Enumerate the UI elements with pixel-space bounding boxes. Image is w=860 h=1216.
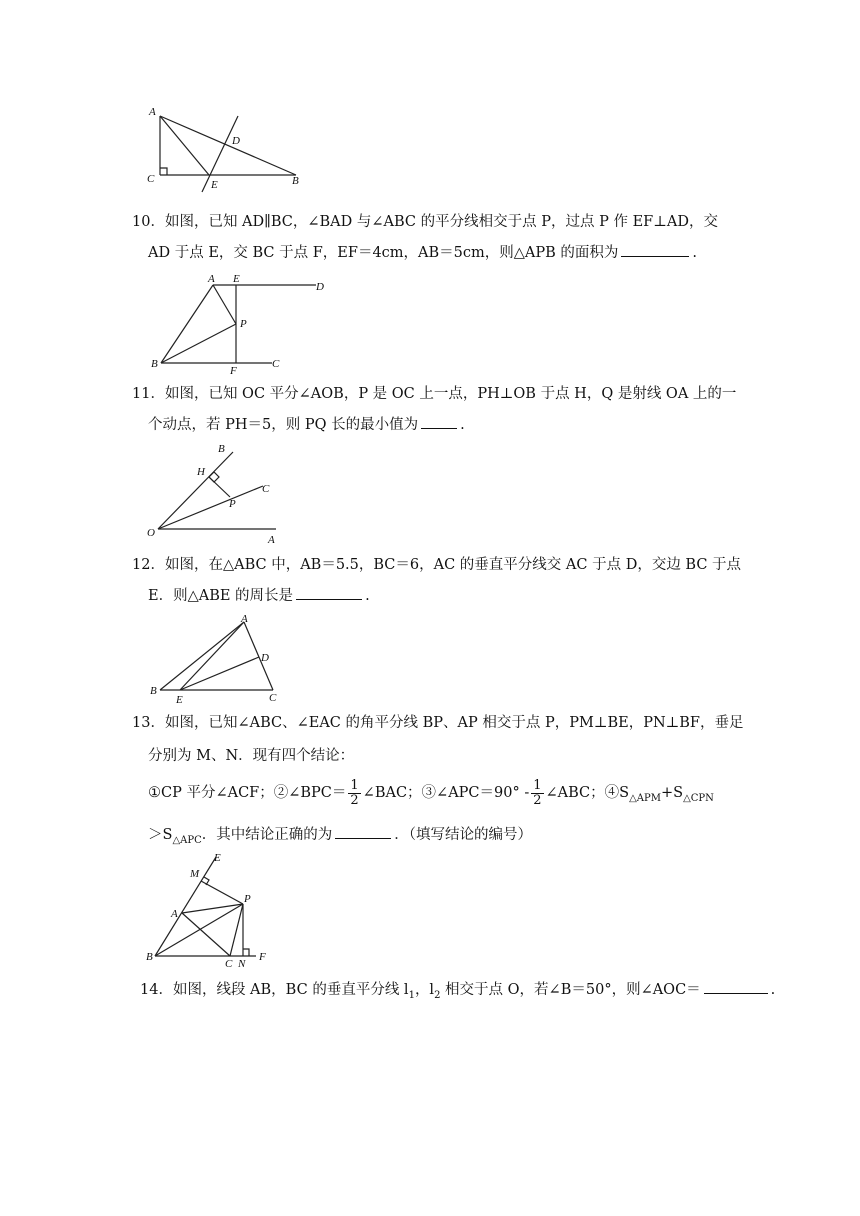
figure-q10 <box>150 273 340 377</box>
q11-line1: 11．如图，已知 OC 平分∠AOB，P 是 OC 上一点，PH⊥OB 于点 H，Q 是射线 OA 上的一 <box>132 386 737 402</box>
figure-q12 <box>148 612 288 704</box>
ray-be <box>155 857 216 956</box>
segment-ae <box>180 622 244 690</box>
answer-blank[interactable] <box>704 979 768 994</box>
label-c: C <box>262 483 270 495</box>
segment-pm <box>201 881 243 904</box>
ray-oc <box>158 486 263 529</box>
right-angle-mark-m <box>204 877 209 885</box>
label-a: A <box>171 908 178 920</box>
answer-blank[interactable] <box>296 585 362 600</box>
q13-line2: 分别为 M、N．现有四个结论： <box>148 748 355 764</box>
label-e: E <box>214 852 221 864</box>
figure-q13 <box>142 850 272 968</box>
right-angle-mark-n <box>243 949 249 956</box>
figure-q11 <box>140 440 290 545</box>
label-e: E <box>233 273 240 285</box>
segment-ap <box>182 904 243 913</box>
segment-ab <box>161 285 213 363</box>
segment-ap <box>213 285 236 324</box>
q11-line2: 个动点，若 PH＝5，则 PQ 长的最小值为 . <box>132 410 732 441</box>
question-11 <box>132 379 737 441</box>
label-c: C <box>272 358 280 370</box>
label-f: F <box>230 365 237 377</box>
label-a: A <box>241 613 248 625</box>
q13-line1: 13．如图，已知∠ABC、∠EAC 的角平分线 BP、AP 相交于点 P，PM⊥BE，PN⊥BF，垂足 <box>132 715 744 731</box>
label-m: M <box>190 868 200 880</box>
question-14 <box>140 975 776 1011</box>
q13-line4: $>S_{\triangle APC}$．其中结论正确的为 ．（填写结论的编号） <box>132 819 732 857</box>
label-a: A <box>208 273 215 285</box>
ray-ob <box>158 452 233 529</box>
label-c: C <box>225 958 233 970</box>
label-h: H <box>197 466 205 478</box>
segment-de <box>180 657 259 690</box>
label-b: B <box>150 685 157 697</box>
label-e: E <box>211 179 218 191</box>
label-d: D <box>316 281 324 293</box>
label-d: D <box>261 652 269 664</box>
question-10 <box>132 207 732 269</box>
label-o: O <box>147 527 155 539</box>
question-13 <box>132 707 744 857</box>
q10-line2: AD 于点 E，交 BC 于点 F，EF＝4cm，AB＝5cm，则△APB 的面积为 . <box>132 238 732 269</box>
line-de <box>202 116 238 192</box>
q12-line2: E．则△ABE 的周长是 . <box>132 581 732 612</box>
fraction-half: $\frac{1}{2}$ <box>533 777 542 808</box>
label-b: B <box>218 443 225 455</box>
label-d: D <box>232 135 240 147</box>
q12-line1: 12．如图，在△ABC 中，AB＝5.5，BC＝6，AC 的垂直平分线交 AC 于点 D，交边 BC 于点 <box>132 557 742 573</box>
fraction-half: $\frac{1}{2}$ <box>350 777 359 808</box>
answer-blank[interactable] <box>335 824 391 839</box>
right-angle-mark <box>160 168 167 175</box>
segment-cp <box>230 904 243 956</box>
q13-conclusions: ①CP 平分∠ACF；②∠BPC＝ $\frac{1}{2}$ ∠BAC；③∠APC＝90° - $\frac{1}{2}$ ∠ABC；$④S_{\triangle APM}+S_{\triangle CPN}$ <box>148 777 714 808</box>
segment-ae <box>160 116 209 175</box>
label-f: F <box>259 951 266 963</box>
answer-blank[interactable] <box>621 242 689 257</box>
label-a: A <box>149 106 156 118</box>
right-angle-mark <box>209 472 219 482</box>
label-b: B <box>146 951 153 963</box>
question-12 <box>132 550 742 612</box>
q14-line: 14．如图，线段 AB，BC 的垂直平分线 $l_1$，$l_2$ 相交于点 O，若∠B＝50°，则∠AOC＝ . <box>140 975 740 1011</box>
label-p: P <box>240 318 247 330</box>
segment-bp <box>161 324 236 363</box>
label-c: C <box>269 692 277 704</box>
label-c: C <box>147 173 155 185</box>
segment-bp <box>155 904 243 956</box>
label-p: P <box>229 498 236 510</box>
segment-ab <box>160 622 244 690</box>
label-b: B <box>292 175 299 187</box>
label-n: N <box>238 958 246 970</box>
segment-ab <box>160 116 296 175</box>
label-a: A <box>268 534 275 546</box>
figure-q9 <box>140 98 320 198</box>
answer-blank[interactable] <box>421 414 457 429</box>
label-p: P <box>244 893 251 905</box>
label-e: E <box>176 694 183 706</box>
q10-line1: 10．如图，已知 AD∥BC，∠BAD 与∠ABC 的平分线相交于点 P，过点 P 作 EF⊥AD，交 <box>132 214 718 230</box>
segment-ac <box>182 913 230 956</box>
label-b: B <box>151 358 158 370</box>
